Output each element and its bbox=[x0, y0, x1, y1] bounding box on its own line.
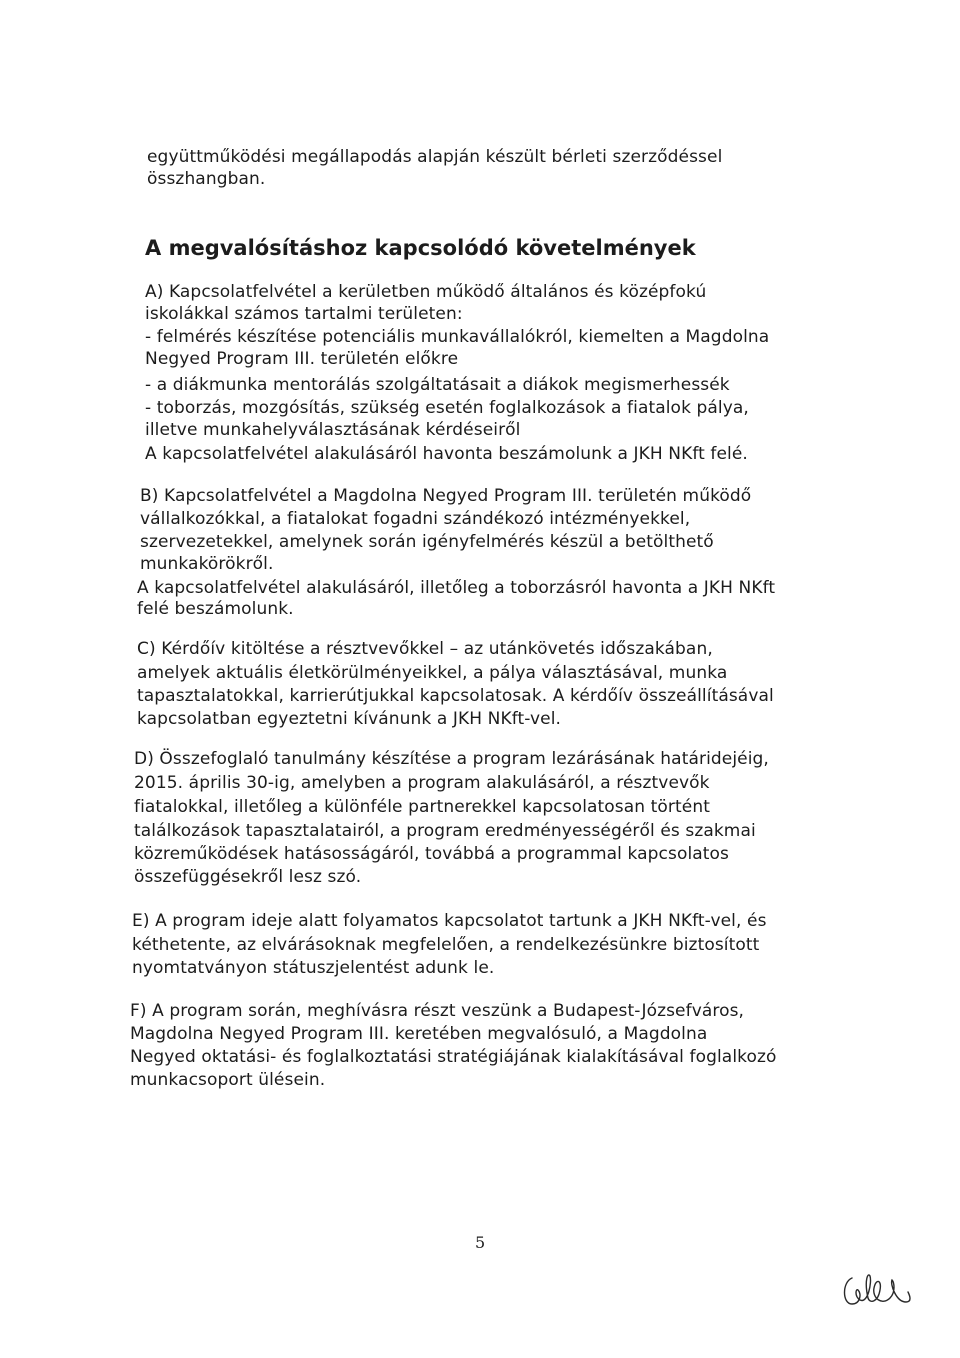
section-f-line: munkacsoport ülésein. bbox=[130, 1070, 326, 1090]
section-heading: A megvalósításhoz kapcsolódó követelmények bbox=[145, 236, 696, 260]
section-d-line: 2015. április 30-ig, amelyben a program alakulásáról, a résztvevők bbox=[134, 773, 710, 793]
section-d-line: összefüggésekről lesz szó. bbox=[134, 867, 362, 887]
section-c-line: amelyek aktuális életkörülményeikkel, a pálya választásával, munka bbox=[137, 663, 728, 683]
section-e-line: nyomtatványon státuszjelentést adunk le. bbox=[132, 958, 495, 978]
section-a-line: - toborzás, mozgósítás, szükség esetén foglalkozások a fiatalok pálya, bbox=[145, 398, 749, 418]
section-a-line: Negyed Program III. területén előkre bbox=[145, 349, 459, 369]
section-b-line: B) Kapcsolatfelvétel a Magdolna Negyed Program III. területén működő bbox=[140, 486, 752, 506]
section-d-line: találkozások tapasztalatairól, a program eredményességéről és szakmai bbox=[134, 821, 756, 841]
section-c-line: kapcsolatban egyeztetni kívánunk a JKH NKft-vel. bbox=[137, 709, 562, 729]
section-b-line: munkakörökről. bbox=[140, 554, 274, 574]
section-f-line: Negyed oktatási- és foglalkoztatási stratégiájának kialakításával foglalkozó bbox=[130, 1047, 777, 1067]
section-d-line: D) Összefoglaló tanulmány készítése a program lezárásának határidejéig, bbox=[134, 749, 769, 769]
section-b-line: felé beszámolunk. bbox=[137, 599, 294, 619]
section-f-line: F) A program során, meghívásra részt veszünk a Budapest-Józsefváros, bbox=[130, 1001, 745, 1021]
section-a-line: A kapcsolatfelvétel alakulásáról havonta beszámolunk a JKH NKft felé. bbox=[145, 444, 748, 464]
page-number: 5 bbox=[475, 1233, 486, 1252]
section-a-line: - a diákmunka mentorálás szolgáltatásait a diákok megismerhessék bbox=[145, 375, 730, 395]
section-b-line: vállalkozókkal, a fiatalokat fogadni szándékozó intézményekkel, bbox=[140, 509, 691, 529]
section-d-line: fiatalokkal, illetőleg a különféle partnerekkel kapcsolatosan történt bbox=[134, 797, 710, 817]
section-b-line: szervezetekkel, amelynek során igényfelmérés készül a betölthető bbox=[140, 532, 714, 552]
section-e-line: kéthetente, az elvárásoknak megfelelően, a rendelkezésünkre biztosított bbox=[132, 935, 760, 955]
section-a-line: - felmérés készítése potenciális munkavállalókról, kiemelten a Magdolna bbox=[145, 327, 770, 347]
section-c-line: tapasztalatokkal, karrierútjukkal kapcsolatosak. A kérdőív összeállításával bbox=[137, 686, 774, 706]
section-a-line: A) Kapcsolatfelvétel a kerületben működő általános és középfokú bbox=[145, 282, 707, 302]
intro-line: összhangban. bbox=[147, 169, 266, 189]
section-f-line: Magdolna Negyed Program III. keretében megvalósuló, a Magdolna bbox=[130, 1024, 708, 1044]
signature-initials bbox=[838, 1268, 928, 1312]
intro-line: együttműködési megállapodás alapján készült bérleti szerződéssel bbox=[147, 147, 723, 167]
section-c-line: C) Kérdőív kitöltése a résztvevőkkel – az utánkövetés időszakában, bbox=[137, 639, 713, 659]
section-a-line: iskolákkal számos tartalmi területen: bbox=[145, 304, 463, 324]
section-d-line: közreműködések hatásosságáról, továbbá a programmal kapcsolatos bbox=[134, 844, 730, 864]
section-e-line: E) A program ideje alatt folyamatos kapcsolatot tartunk a JKH NKft-vel, és bbox=[132, 911, 767, 931]
section-a-line: illetve munkahelyválasztásának kérdéseiről bbox=[145, 420, 521, 440]
section-b-line: A kapcsolatfelvétel alakulásáról, illetőleg a toborzásról havonta a JKH NKft bbox=[137, 578, 776, 598]
